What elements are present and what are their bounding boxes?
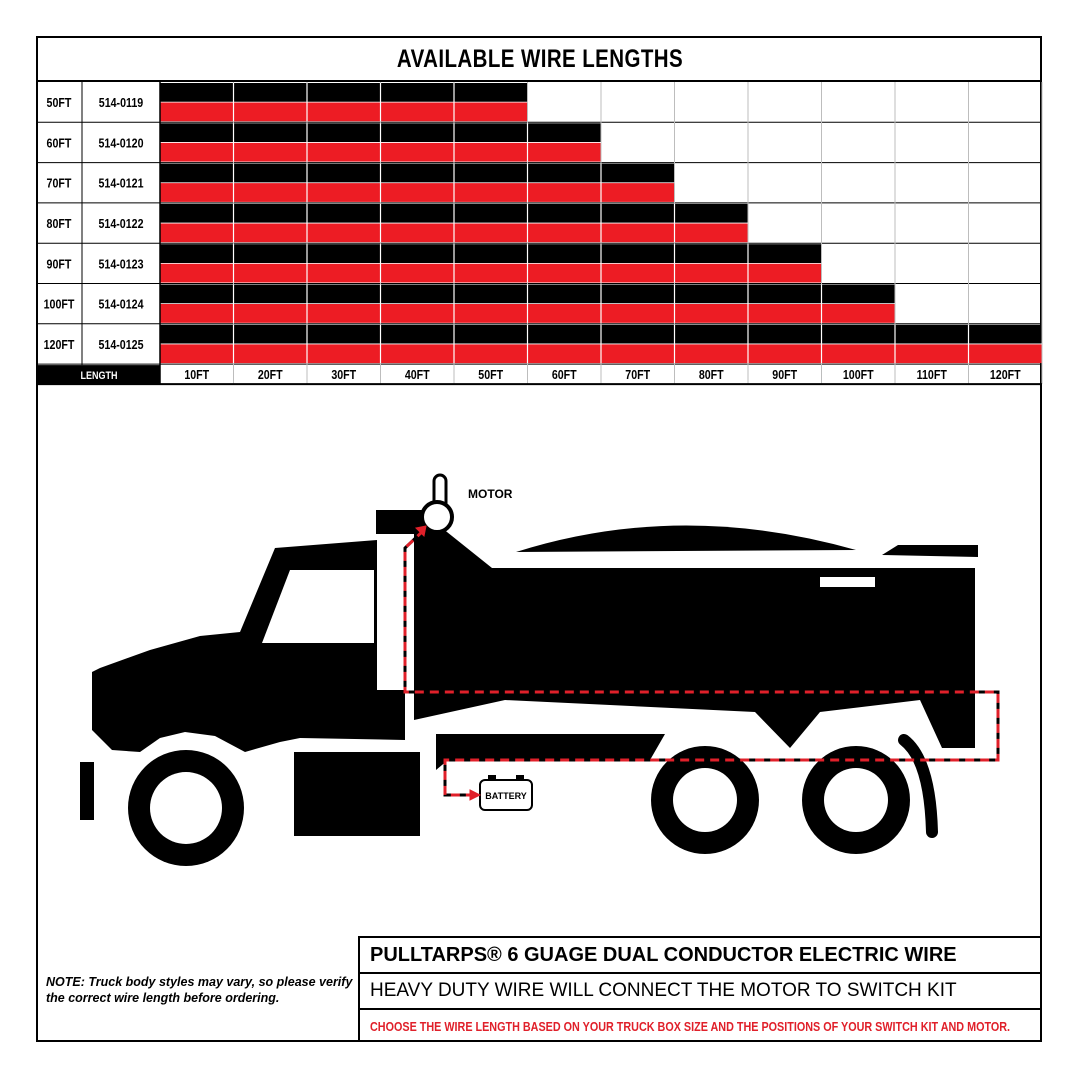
battery-label: BATTERY [485,791,527,801]
x-tick-label: 30FT [331,367,357,383]
fuel-tank [294,752,420,836]
x-tick-label: 40FT [404,367,430,383]
x-tick-label: 50FT [478,367,504,383]
part-number: 514-0123 [98,256,144,272]
x-tick-label: 60FT [551,367,577,383]
box-side-marker [820,577,875,587]
rear-wheel-1-hub [673,768,737,832]
battery-terminal-left [488,775,496,780]
x-tick-label: 100FT [842,367,874,383]
x-tick-label: 110FT [916,367,947,383]
row-label: 70FT [46,175,72,192]
row-label: 50FT [46,95,72,111]
product-instruction [360,1010,1042,1042]
row-label: 80FT [46,216,72,232]
battery-terminal-right [516,775,524,780]
rear-wheel-2-hub [824,768,888,832]
part-number: 514-0121 [98,175,144,192]
row-label: 90FT [46,256,72,272]
part-number: 514-0122 [98,216,144,232]
x-tick-label: 120FT [989,367,1021,383]
part-number: 514-0120 [98,135,144,151]
x-tick-label: 80FT [698,367,724,383]
front-wheel-hub [150,772,222,844]
part-number: 514-0125 [98,336,144,353]
x-tick-label: 10FT [184,367,210,383]
product-info-box [358,936,1042,1042]
motor-icon [422,502,452,532]
dump-truck-illustration [80,475,978,866]
row-label: 60FT [46,135,72,151]
x-tick-label: 20FT [257,367,283,383]
front-bumper [80,762,94,820]
wire-arrow-battery [470,790,480,800]
x-tick-label: 70FT [625,367,651,383]
cab-shield [376,510,422,534]
motor-label: MOTOR [468,487,513,501]
part-number: 514-0119 [98,95,144,111]
length-axis-label: LENGTH [80,370,118,383]
mud-flap [904,740,932,832]
chassis-frame [436,734,665,770]
product-name: PULLTARPS® 6 GUAGE DUAL CONDUCTOR ELECTRIC WIRE [360,938,1042,974]
box-tailgate-top [882,545,978,557]
chart-title: AVAILABLE WIRE LENGTHS [396,44,684,73]
row-label: 100FT [43,296,75,312]
x-tick-label: 90FT [772,367,798,383]
disclaimer-note: NOTE: Truck body styles may vary, so please verify the correct wire length before ordering. [46,975,353,1005]
instruction-text: CHOOSE THE WIRE LENGTH BASED ON YOUR TRUCK BOX SIZE AND THE POSITIONS OF YOUR SWITCH KIT AND MOTOR. [370,1018,1011,1034]
row-label: 120FT [43,336,75,353]
part-number: 514-0124 [98,296,144,312]
product-description: HEAVY DUTY WIRE WILL CONNECT THE MOTOR TO SWITCH KIT [360,974,1042,1010]
box-top-crown [516,525,856,552]
